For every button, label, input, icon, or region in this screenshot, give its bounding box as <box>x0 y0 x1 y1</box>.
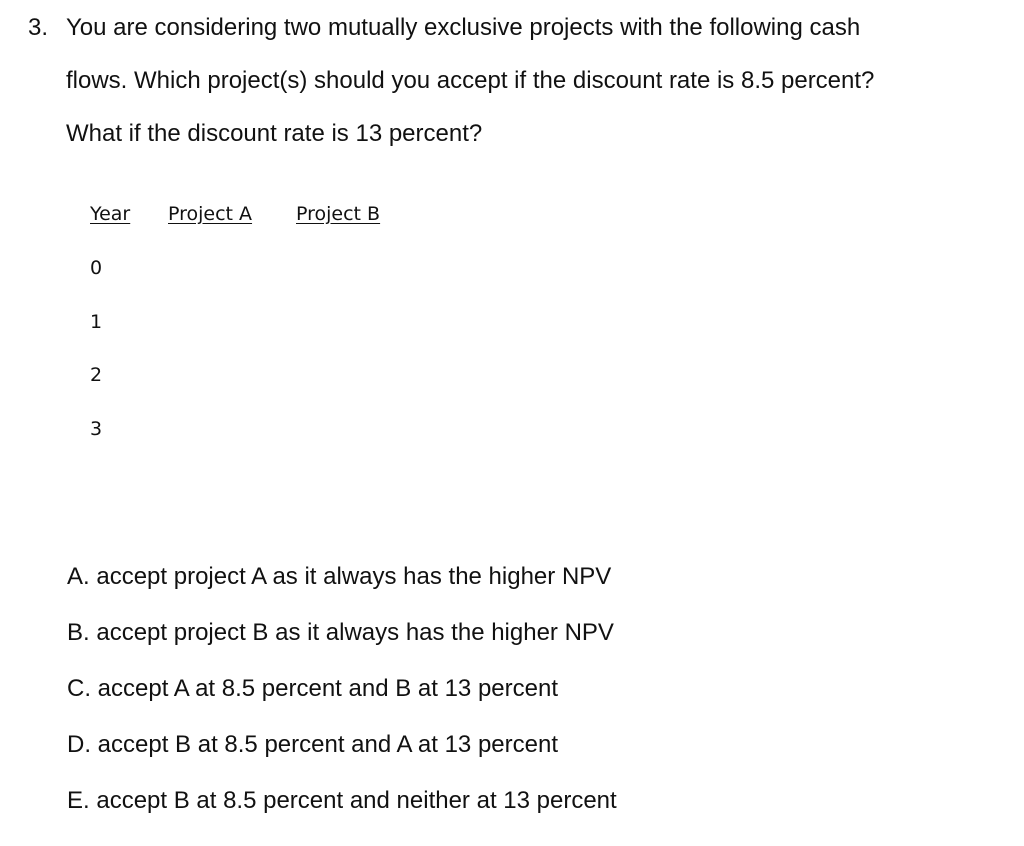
question-line: What if the discount rate is 13 percent? <box>66 120 483 147</box>
table-cell-year: 1 <box>89 311 103 333</box>
table-header-project-b: Project B <box>296 203 381 225</box>
question-line: flows. Which project(s) should you accept if the discount rate is 8.5 percent? <box>66 67 875 94</box>
answer-choice-e: E. accept B at 8.5 percent and neither at 13 percent <box>67 787 617 814</box>
table-header-project-a: Project A <box>168 203 253 225</box>
answer-choice-a: A. accept project A as it always has the higher NPV <box>67 563 612 590</box>
question-number: 3. <box>28 14 49 41</box>
table-header-year: Year <box>90 203 131 225</box>
question-line: You are considering two mutually exclusive projects with the following cash <box>66 14 861 41</box>
answer-choice-d: D. accept B at 8.5 percent and A at 13 percent <box>67 731 558 758</box>
table-cell-year: 0 <box>89 257 103 279</box>
answer-choice-b: B. accept project B as it always has the higher NPV <box>67 619 614 646</box>
table-cell-year: 2 <box>89 364 103 386</box>
answer-choice-c: C. accept A at 8.5 percent and B at 13 percent <box>67 675 558 702</box>
table-cell-year: 3 <box>89 418 103 440</box>
